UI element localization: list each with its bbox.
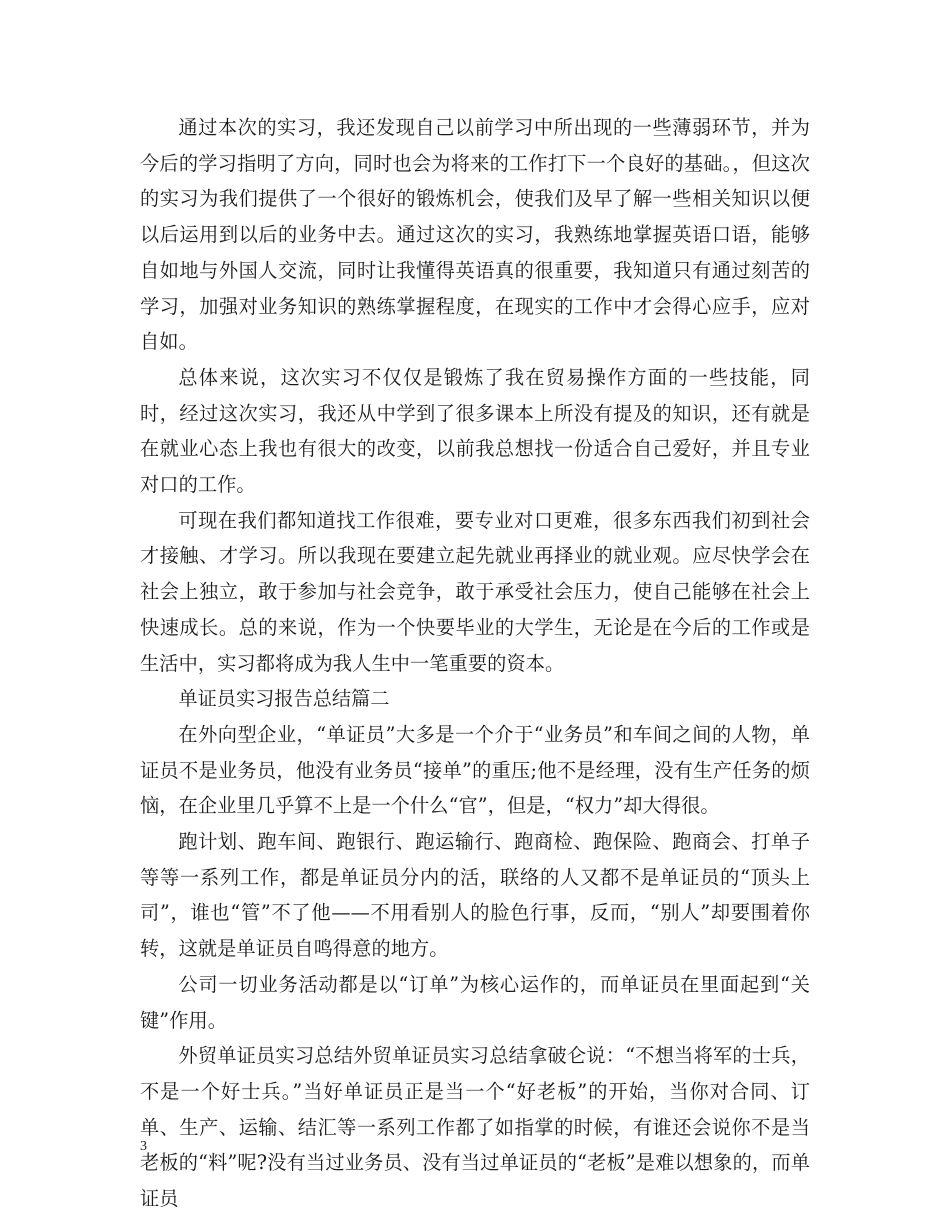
paragraph: 在外向型企业，“单证员”大多是一个介于“业务员”和车间之间的人物，单证员不是业务员，他没有业务员“接单”的重压;他不是经理，没有生产任务的烦恼，在企业里几乎算不上是一个什么“官”，但是，“权力”却大得很。: [140, 722, 810, 818]
document-body: [140, 110, 810, 1217]
paragraph: 可现在我们都知道找工作很难，要专业对口更难，很多东西我们初到社会才接触、才学习。所以我现在要建立起先就业再择业的就业观。应尽快学会在社会上独立，敢于参加与社会竞争，敢于承受社会压力，使自己能够在社会上快速成长。总的来说，作为一个快要毕业的大学生，无论是在今后的工作或是生活中，实习都将成为我人生中一笔重要的资本。: [140, 508, 810, 675]
paragraph: 跑计划、跑车间、跑银行、跑运输行、跑商检、跑保险、跑商会、打单子等等一系列工作，都是单证员分内的活，联络的人又都不是单证员的“顶头上司”，谁也“管”不了他——不用看别人的脸色行事，反而，“别人”却要围着你转，这就是单证员自鸣得意的地方。: [140, 830, 810, 961]
page-number: 3: [140, 1139, 147, 1154]
section-heading: 单证员实习报告总结篇二: [178, 687, 390, 711]
paragraph: 通过本次的实习，我还发现自己以前学习中所出现的一些薄弱环节，并为今后的学习指明了方向，同时也会为将来的工作打下一个良好的基础。，但这次的实习为我们提供了一个很好的锻炼机会，使我们及早了解一些相关知识以便以后运用到以后的业务中去。通过这次的实习，我熟练地掌握英语口语，能够自如地与外国人交流，同时让我懂得英语真的很重要，我知道只有通过刻苦的学习，加强对业务知识的熟练掌握程度，在现实的工作中才会得心应手，应对自如。: [140, 116, 810, 354]
paragraph: 总体来说，这次实习不仅仅是锻炼了我在贸易操作方面的一些技能，同时，经过这次实习，我还从中学到了很多课本上所没有提及的知识，还有就是在就业心态上我也有很大的改变，以前我总想找一份适合自己爱好，并且专业对口的工作。: [140, 365, 810, 497]
paragraph: 公司一切业务活动都是以“订单”为核心运作的，而单证员在里面起到“关键”作用。: [140, 972, 810, 1032]
paragraph: 外贸单证员实习总结外贸单证员实习总结拿破仑说：“不想当将军的士兵，不是一个好士兵。”当好单证员正是当一个“好老板”的开始，当你对合同、订单、生产、运输、结汇等一系列工作都了如指掌的时候，有谁还会说你不是当老板的“料”呢?没有当过业务员、没有当过单证员的“老板”是难以想象的，而单证员: [140, 1044, 810, 1211]
